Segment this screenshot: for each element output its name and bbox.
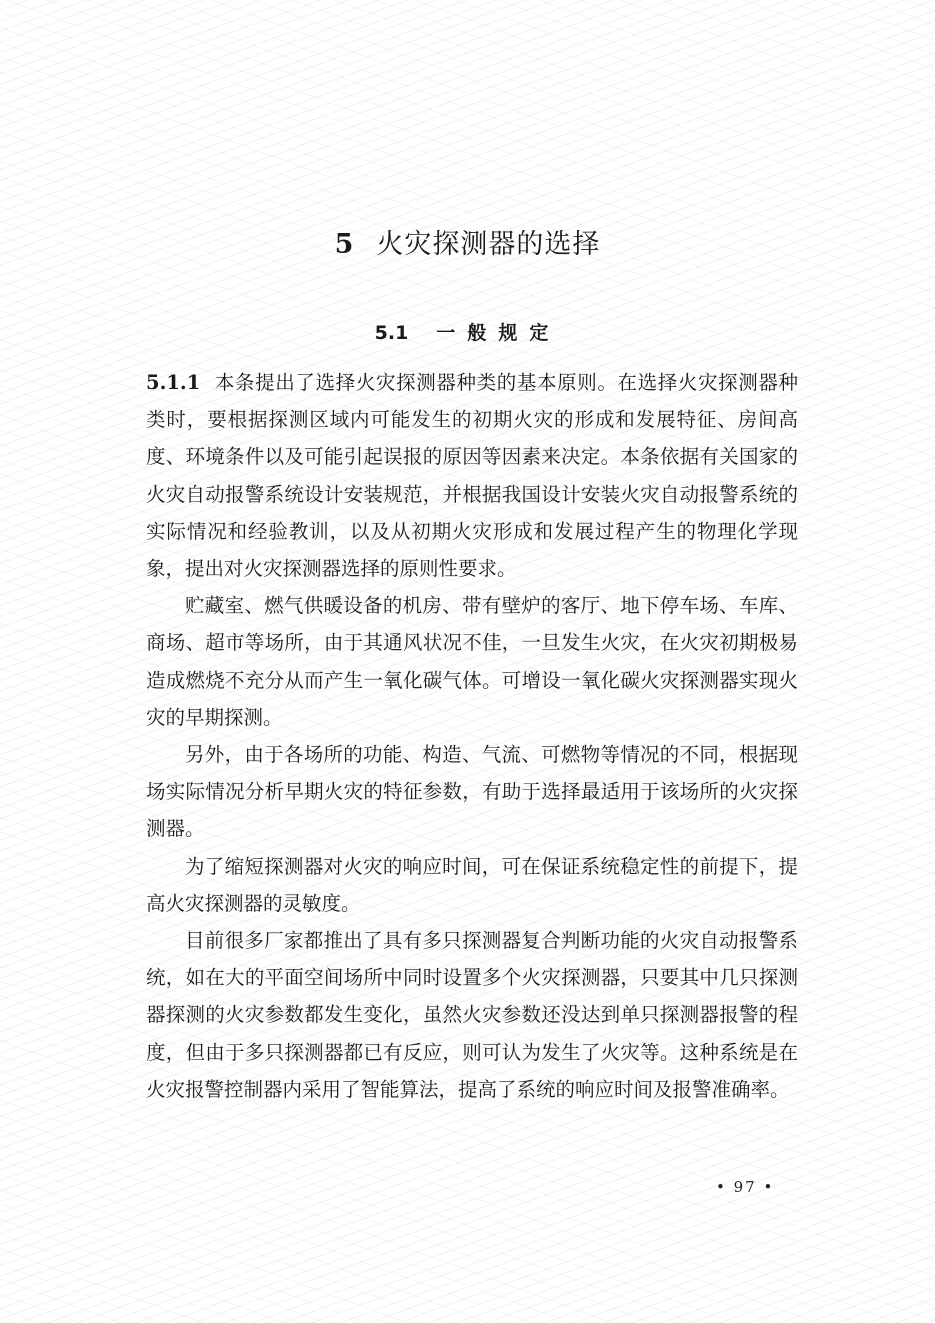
section-number: 5.1 xyxy=(374,322,409,344)
paragraph: 贮藏室、燃气供暖设备的机房、带有壁炉的客厅、地下停车场、车库、商场、超市等场所，由于其通风状况不佳，一旦发生火灾，在火灾初期极易造成燃烧不充分从而产生一氧化碳气体。可增设一氧化碳火灾探测器实现火灾的早期探测。 xyxy=(146,594,798,729)
section-title-text: 一般规定 xyxy=(436,322,561,344)
chapter-title xyxy=(0,222,935,261)
paragraph: 为了缩短探测器对火灾的响应时间，可在保证系统稳定性的前提下，提高火灾探测器的灵敏度。 xyxy=(146,854,798,915)
clause-number: 5.1.1 xyxy=(146,371,201,394)
body-text xyxy=(146,364,798,1108)
page-number: • 97 • xyxy=(716,1178,775,1196)
section-title xyxy=(0,318,935,345)
paragraph: 另外，由于各场所的功能、构造、气流、可燃物等情况的不同，根据现场实际情况分析早期火灾的特征参数，有助于选择最适用于该场所的火灾探测器。 xyxy=(146,743,798,841)
paragraph-text: 本条提出了选择火灾探测器种类的基本原则。在选择火灾探测器种类时，要根据探测区域内可能发生的初期火灾的形成和发展特征、房间高度、环境条件以及可能引起误报的原因等因素来决定。本条依据有关国家的火灾自动报警系统设计安装规范，并根据我国设计安装火灾自动报警系统的实际情况和经验教训，以及从初期火灾形成和发展过程产生的物理化学现象，提出对火灾探测器选择的原则性要求。 xyxy=(146,371,798,581)
paragraph-clause-5-1-1 xyxy=(146,364,798,587)
chapter-number: 5 xyxy=(334,229,355,260)
paragraph: 目前很多厂家都推出了具有多只探测器复合判断功能的火灾自动报警系统，如在大的平面空间场所中同时设置多个火灾探测器，只要其中几只探测器探测的火灾参数都发生变化，虽然火灾参数还没达到单只探测器报警的程度，但由于多只探测器都已有反应，则可认为发生了火灾等。这种系统是在火灾报警控制器内采用了智能算法，提高了系统的响应时间及报警准确率。 xyxy=(146,929,798,1101)
chapter-title-text: 火灾探测器的选择 xyxy=(376,229,601,260)
